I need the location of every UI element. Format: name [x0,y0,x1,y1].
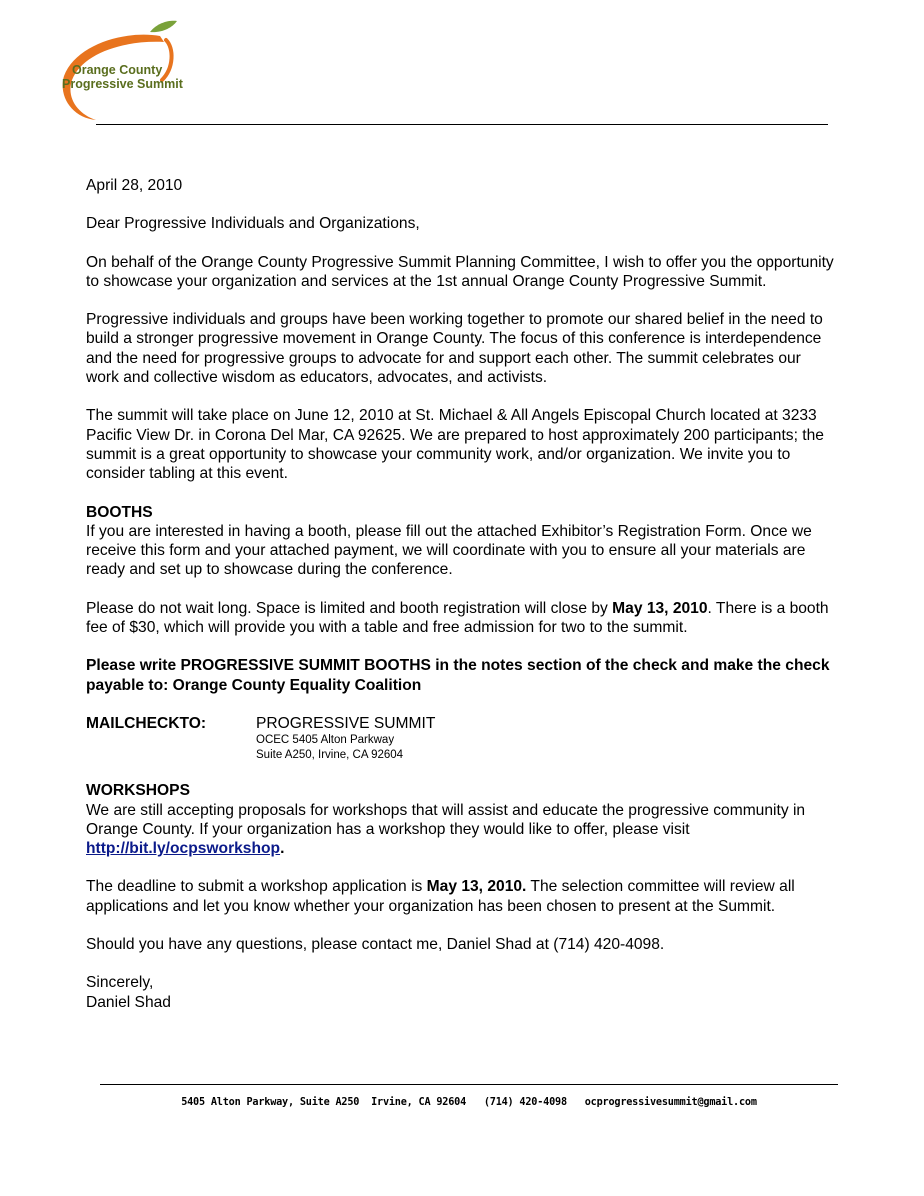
leaf-icon [150,21,177,32]
workshops-period: . [280,840,285,858]
booth-deadline-date: May 13, 2010 [612,599,708,617]
salutation: Dear Progressive Individuals and Organizations, [86,215,420,233]
check-instructions: Please write PROGRESSIVE SUMMIT BOOTHS in the notes section of the check and make the check payable to: Orange County Equality Coalition [86,657,830,694]
mail-address-line3: Suite A250, Irvine, CA 92604 [256,749,404,762]
paragraph-intro: On behalf of the Orange County Progressive Summit Planning Committee, I wish to offer you the opportunity to showcase your organization and services at the 1st annual Orange County Progressive Summit. [86,253,834,290]
mail-address [256,714,435,763]
workshops-text: We are still accepting proposals for workshops that will assist and educate the progressive community in Orange County. If your organization has a workshop they would like to offer, please visit [86,801,806,838]
booth-deadline-post: . There is a booth fee of $30, which will provide you with a table and free admission for two to the summit. [86,599,829,637]
footer-divider [100,1084,838,1085]
contact-paragraph: Should you have any questions, please contact me, Daniel Shad at (714) 420-4098. [86,936,665,954]
logo [56,18,190,126]
paragraph-background: Progressive individuals and groups have been working together to promote our shared belief in the need to build a stronger progressive movement in Orange County. The focus of this conference is interdependence and the need for progressive groups to advocate for and support each other. The summit celebrates our work and collective wisdom as educators, advocates, and activists. [86,311,823,387]
letter-body [86,176,838,1012]
booth-deadline-pre: Please do not wait long. Space is limited and booth registration will close by [86,599,613,617]
workshops-heading: WORKSHOPS [86,782,190,800]
logo-line1: Orange County [72,63,163,77]
signature-name: Daniel Shad [86,993,171,1011]
mail-address-line1: PROGRESSIVE SUMMIT [256,714,436,732]
booth-deadline-paragraph [86,599,838,638]
footer-address: 5405 Alton Parkway, Suite A250 [181,1097,360,1108]
letter-date: April 28, 2010 [86,177,183,194]
workshop-deadline-paragraph [86,877,838,916]
logo-line2: Progressive Summit [62,77,183,91]
ws-deadline-pre: The deadline to submit a workshop application is [86,878,427,896]
booths-heading: BOOTHS [86,503,153,521]
footer-city: Irvine, CA 92604 [371,1097,467,1108]
header-divider [96,124,828,125]
footer [100,1097,838,1108]
workshop-link[interactable]: http://bit.ly/ocpsworkshop [86,840,281,858]
mail-address-line2: OCEC 5405 Alton Parkway [256,734,395,747]
paragraph-event-details: The summit will take place on June 12, 2010 at St. Michael & All Angels Episcopal Church located at 3233 Pacific View Dr. in Corona Del Mar, CA 92625. We are prepared to host approximately 200 participants; the summit is a great opportunity to showcase your community work, and/or organization. We invite you to consider tabling at this event. [86,407,824,483]
ws-deadline-post: The selection committee will review all applications and let you know whether your organization has been chosen to present at the Summit. [86,878,795,915]
workshops-paragraph [86,801,838,859]
footer-phone: (714) 420-4098 [483,1097,567,1108]
footer-email: ocprogressivesummit@gmail.com [584,1097,757,1108]
closing: Sincerely, [86,974,154,992]
booths-text: If you are interested in having a booth, please fill out the attached Exhibitor’s Registration Form. Once we receive this form and your attached payment, we will coordinate with you to ensure all your materials are ready and set up to showcase during the conference. [86,522,812,579]
orange-logo-graphic [56,18,190,126]
ws-deadline-date: May 13, 2010. [426,878,527,896]
mail-check-block [86,714,838,763]
mail-check-label: MAILCHECKTO: [86,714,207,732]
